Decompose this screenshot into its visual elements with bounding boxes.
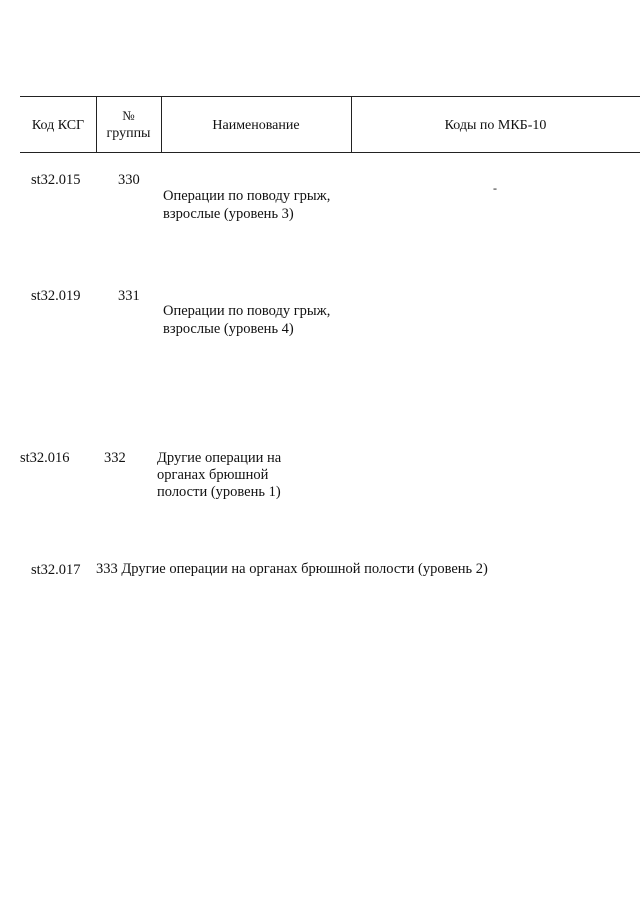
row-4-group-and-name: 333 Другие операции на органах брюшной полости (уровень 2) — [96, 561, 488, 577]
row-2-code: st32.019 — [31, 288, 81, 304]
header-name: Наименование — [212, 118, 300, 133]
header-code: Код КСГ — [31, 118, 85, 133]
row-3-name-line-1: Другие операции на — [157, 450, 282, 466]
row-2-name-line-1: Операции по поводу грыж, — [163, 303, 331, 319]
column-divider-1 — [96, 96, 97, 153]
row-1-code: st32.015 — [31, 172, 81, 188]
table-top-border — [20, 96, 640, 97]
row-2-name-line-2: взрослые (уровень 4) — [163, 321, 294, 337]
row-3-code: st32.016 — [20, 450, 70, 466]
header-icd: Коды по МКБ-10 — [444, 118, 547, 133]
row-1-icd: - — [493, 181, 497, 195]
table-header-bottom-border — [20, 152, 640, 153]
header-group-symbol: № — [122, 108, 135, 123]
row-2-group: 331 — [118, 288, 140, 304]
row-3-group: 332 — [104, 450, 126, 466]
header-group-word: группы — [106, 126, 151, 141]
row-1-group: 330 — [118, 172, 140, 188]
row-4-code: st32.017 — [31, 562, 81, 578]
row-1-name-line-1: Операции по поводу грыж, — [163, 188, 331, 204]
row-1-name-line-2: взрослые (уровень 3) — [163, 206, 294, 222]
row-3-name-line-3: полости (уровень 1) — [157, 484, 281, 500]
row-3-name-line-2: органах брюшной — [157, 467, 269, 483]
